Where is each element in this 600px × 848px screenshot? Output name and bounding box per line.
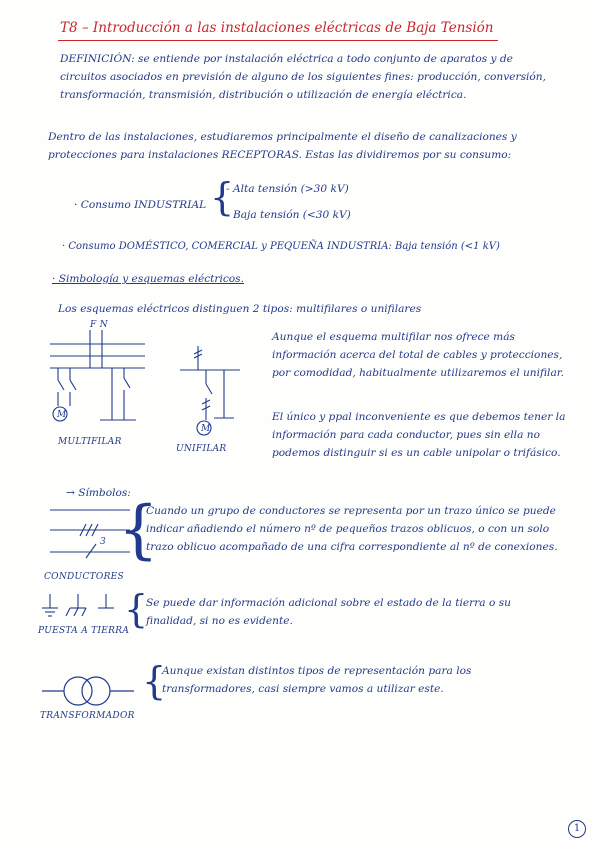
transformador-brace: { [142,659,167,703]
multifilar-label: MULTIFILAR [58,437,122,447]
consumo-domestico: · Consumo DOMÉSTICO, COMERCIAL y PEQUEÑA INDUSTRIA: Baja tensión (<1 kV) [62,241,500,252]
conductores-explanation: Cuando un grupo de conductores se representa por un trazo único se puede indicar añadiendo el número nº de pequeños trazos oblicuos, o con un solo trazo oblicuo acompañado de una cifra correspondiente al nº de conexiones. [146,505,558,553]
page-number: 1 [568,820,586,838]
page-title: T8 – Introducción a las instalaciones eléctricas de Baja Tensión [60,20,494,36]
conductores-brace: { [118,493,159,567]
intro-paragraph: Dentro de las instalaciones, estudiaremos principalmente el diseño de canalizaciones y protecciones para instalaciones RECEPTORAS. Estas las dividiremos por su consumo: [48,131,517,161]
baja-tension: - Baja tensión (<30 kV) [226,209,351,221]
simbologia-heading-text: · Simbología y esquemas eléctricos. [52,273,244,285]
simbolos-heading: → Símbolos: [66,487,131,499]
consumo-industrial: · Consumo INDUSTRIAL [74,199,207,211]
transformador-label: TRANSFORMADOR [40,711,135,721]
inconveniente-explanation: El único y ppal inconveniente es que debemos tener la información para cada conductor, pues sin ella no podemos distinguir si es un cable unipolar o trifásico. [272,411,566,459]
definition-paragraph: DEFINICIÓN: se entiende por instalación eléctrica a todo conjunto de aparatos y de circuitos asociados en previsión de alguno de los siguientes fines: producción, conversión, transformación, transmisión, distribución o utilización de energía eléctrica. [60,53,546,101]
esquemas-intro: Los esquemas eléctricos distinguen 2 tipos: multifilares o unifilares [58,303,422,315]
unifilar-motor-label: M [201,424,211,434]
tierra-label: PUESTA A TIERRA [38,626,130,636]
conductores-label: CONDUCTORES [44,572,125,582]
unifilar-label: UNIFILAR [176,444,227,454]
multifilar-motor-label: M [57,410,67,420]
title-underline [58,40,498,41]
transformador-symbol [38,670,138,712]
tierra-brace: { [124,587,149,631]
multifilar-explanation: Aunque el esquema multifilar nos ofrece más información acerca del total de cables y protecciones, por comodidad, habitualmente utilizaremos el unifilar. [272,331,565,379]
fn-label: F N [90,320,108,330]
tierra-symbols [36,590,126,626]
tierra-explanation: Se puede dar información adicional sobre el estado de la tierra o su finalidad, si no es evidente. [146,597,511,627]
alta-tension: - Alta tensión (>30 kV) [226,183,349,195]
transformador-explanation: Aunque existan distintos tipos de representación para los transformadores, casi siempre vamos a utilizar este. [162,665,472,695]
industrial-brace: { [210,175,235,219]
unifilar-diagram [170,340,250,436]
simbologia-heading [52,270,244,288]
conductores-count: 3 [100,537,107,547]
